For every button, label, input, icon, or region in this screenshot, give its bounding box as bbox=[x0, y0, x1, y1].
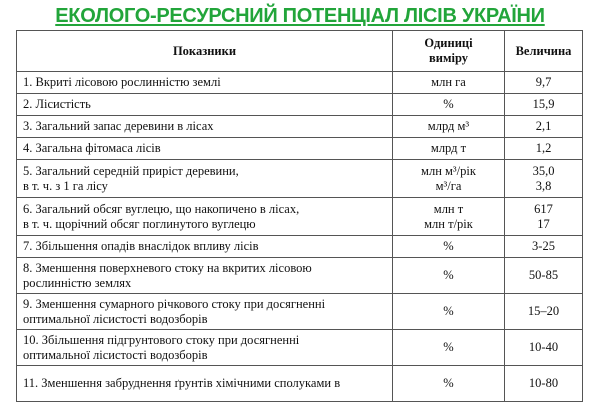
indicator-line: в т. ч. щорічний обсяг поглинутого вуглецю bbox=[23, 216, 256, 231]
indicator-cell bbox=[17, 72, 393, 94]
value-line: 10-80 bbox=[528, 376, 559, 390]
unit-line: млрд м³ bbox=[427, 119, 470, 133]
unit-line: млн т/рік bbox=[424, 216, 473, 231]
value-line: 15,9 bbox=[532, 97, 555, 111]
unit-cell bbox=[393, 94, 505, 116]
unit-line: млн т bbox=[433, 201, 464, 216]
unit-line: % bbox=[443, 340, 454, 354]
indicator-line: 11. Зменшення забруднення ґрунтів хімічними сполуками в bbox=[23, 376, 341, 390]
unit-cell bbox=[393, 198, 505, 236]
table-header-row bbox=[17, 31, 583, 72]
value-cell bbox=[505, 94, 583, 116]
indicator-cell bbox=[17, 138, 393, 160]
indicator-cell bbox=[17, 198, 393, 236]
table-body bbox=[17, 72, 583, 402]
page-title: ЕКОЛОГО-РЕСУРСНИЙ ПОТЕНЦІАЛ ЛІСІВ УКРАЇНИ bbox=[55, 5, 545, 27]
indicator-line: 6. Загальний обсяг вуглецю, що накопичено в лісах, bbox=[23, 201, 300, 216]
unit-line: млн га bbox=[431, 75, 466, 89]
value-line: 35,0 bbox=[532, 163, 555, 178]
indicator-line: оптимальної лісистості водозборів bbox=[23, 347, 208, 362]
table-row bbox=[17, 294, 583, 330]
value-cell bbox=[505, 138, 583, 160]
indicator-line: оптимальної лісистості водозборів bbox=[23, 311, 208, 326]
header-unit-line1: Одиниці bbox=[424, 36, 473, 50]
indicator-cell bbox=[17, 366, 393, 402]
unit-cell bbox=[393, 72, 505, 94]
unit-cell bbox=[393, 366, 505, 402]
unit-line: млрд т bbox=[430, 141, 467, 155]
table-row bbox=[17, 116, 583, 138]
indicator-cell bbox=[17, 94, 393, 116]
unit-line: % bbox=[443, 97, 454, 111]
table-row bbox=[17, 366, 583, 402]
value-line: 3-25 bbox=[532, 239, 555, 253]
unit-line: % bbox=[443, 239, 454, 253]
indicator-line: 5. Загальний середній приріст деревини, bbox=[23, 163, 239, 178]
table-row bbox=[17, 236, 583, 258]
indicator-line: 9. Зменшення сумарного річкового стоку при досягненні bbox=[23, 296, 326, 311]
header-unit-line2: виміру bbox=[429, 51, 468, 65]
unit-cell bbox=[393, 160, 505, 198]
header-unit bbox=[393, 31, 505, 72]
table-row bbox=[17, 198, 583, 236]
table-row bbox=[17, 94, 583, 116]
indicator-cell bbox=[17, 160, 393, 198]
value-line: 617 bbox=[534, 201, 553, 216]
unit-line: % bbox=[443, 376, 454, 390]
value-line: 3,8 bbox=[535, 178, 552, 193]
indicators-table bbox=[16, 30, 583, 402]
indicator-cell bbox=[17, 258, 393, 294]
value-cell bbox=[505, 258, 583, 294]
indicator-cell bbox=[17, 330, 393, 366]
unit-cell bbox=[393, 236, 505, 258]
unit-cell bbox=[393, 330, 505, 366]
table-row bbox=[17, 72, 583, 94]
value-line: 17 bbox=[537, 216, 550, 231]
indicator-line: 3. Загальний запас деревини в лісах bbox=[23, 119, 214, 133]
indicator-line: в т. ч. з 1 га лісу bbox=[23, 178, 108, 193]
indicator-line: 8. Зменшення поверхневого стоку на вкритих лісовою bbox=[23, 260, 312, 275]
value-cell bbox=[505, 236, 583, 258]
value-cell bbox=[505, 330, 583, 366]
value-line: 9,7 bbox=[535, 75, 552, 89]
value-line: 10-40 bbox=[528, 340, 559, 354]
value-cell bbox=[505, 160, 583, 198]
unit-line: м³/га bbox=[435, 178, 462, 193]
unit-cell bbox=[393, 294, 505, 330]
unit-line: % bbox=[443, 268, 454, 282]
unit-cell bbox=[393, 258, 505, 294]
table-row bbox=[17, 160, 583, 198]
table-row bbox=[17, 330, 583, 366]
indicator-line: 10. Збільшення підгрунтового стоку при досягненні bbox=[23, 332, 300, 347]
indicator-cell bbox=[17, 294, 393, 330]
indicator-line: рослинністю землях bbox=[23, 275, 132, 290]
value-cell bbox=[505, 294, 583, 330]
value-cell bbox=[505, 366, 583, 402]
header-indicator: Показники bbox=[17, 31, 393, 72]
indicator-cell bbox=[17, 116, 393, 138]
indicator-line: 7. Збільшення опадів внаслідок впливу лісів bbox=[23, 239, 259, 253]
indicator-line: 1. Вкриті лісовою рослинністю землі bbox=[23, 75, 221, 89]
header-value: Величина bbox=[505, 31, 583, 72]
value-line: 50-85 bbox=[528, 268, 559, 282]
unit-line: млн м³/рік bbox=[421, 163, 476, 178]
value-line: 1,2 bbox=[535, 141, 552, 155]
value-cell bbox=[505, 72, 583, 94]
unit-line: % bbox=[443, 304, 454, 318]
value-line: 15–20 bbox=[527, 304, 560, 318]
table-row bbox=[17, 138, 583, 160]
indicator-cell bbox=[17, 236, 393, 258]
value-cell bbox=[505, 116, 583, 138]
unit-cell bbox=[393, 138, 505, 160]
value-cell bbox=[505, 198, 583, 236]
indicator-line: 2. Лісистість bbox=[23, 97, 91, 111]
unit-cell bbox=[393, 116, 505, 138]
value-line: 2,1 bbox=[535, 119, 552, 133]
indicator-line: 4. Загальна фітомаса лісів bbox=[23, 141, 161, 155]
table-row bbox=[17, 258, 583, 294]
